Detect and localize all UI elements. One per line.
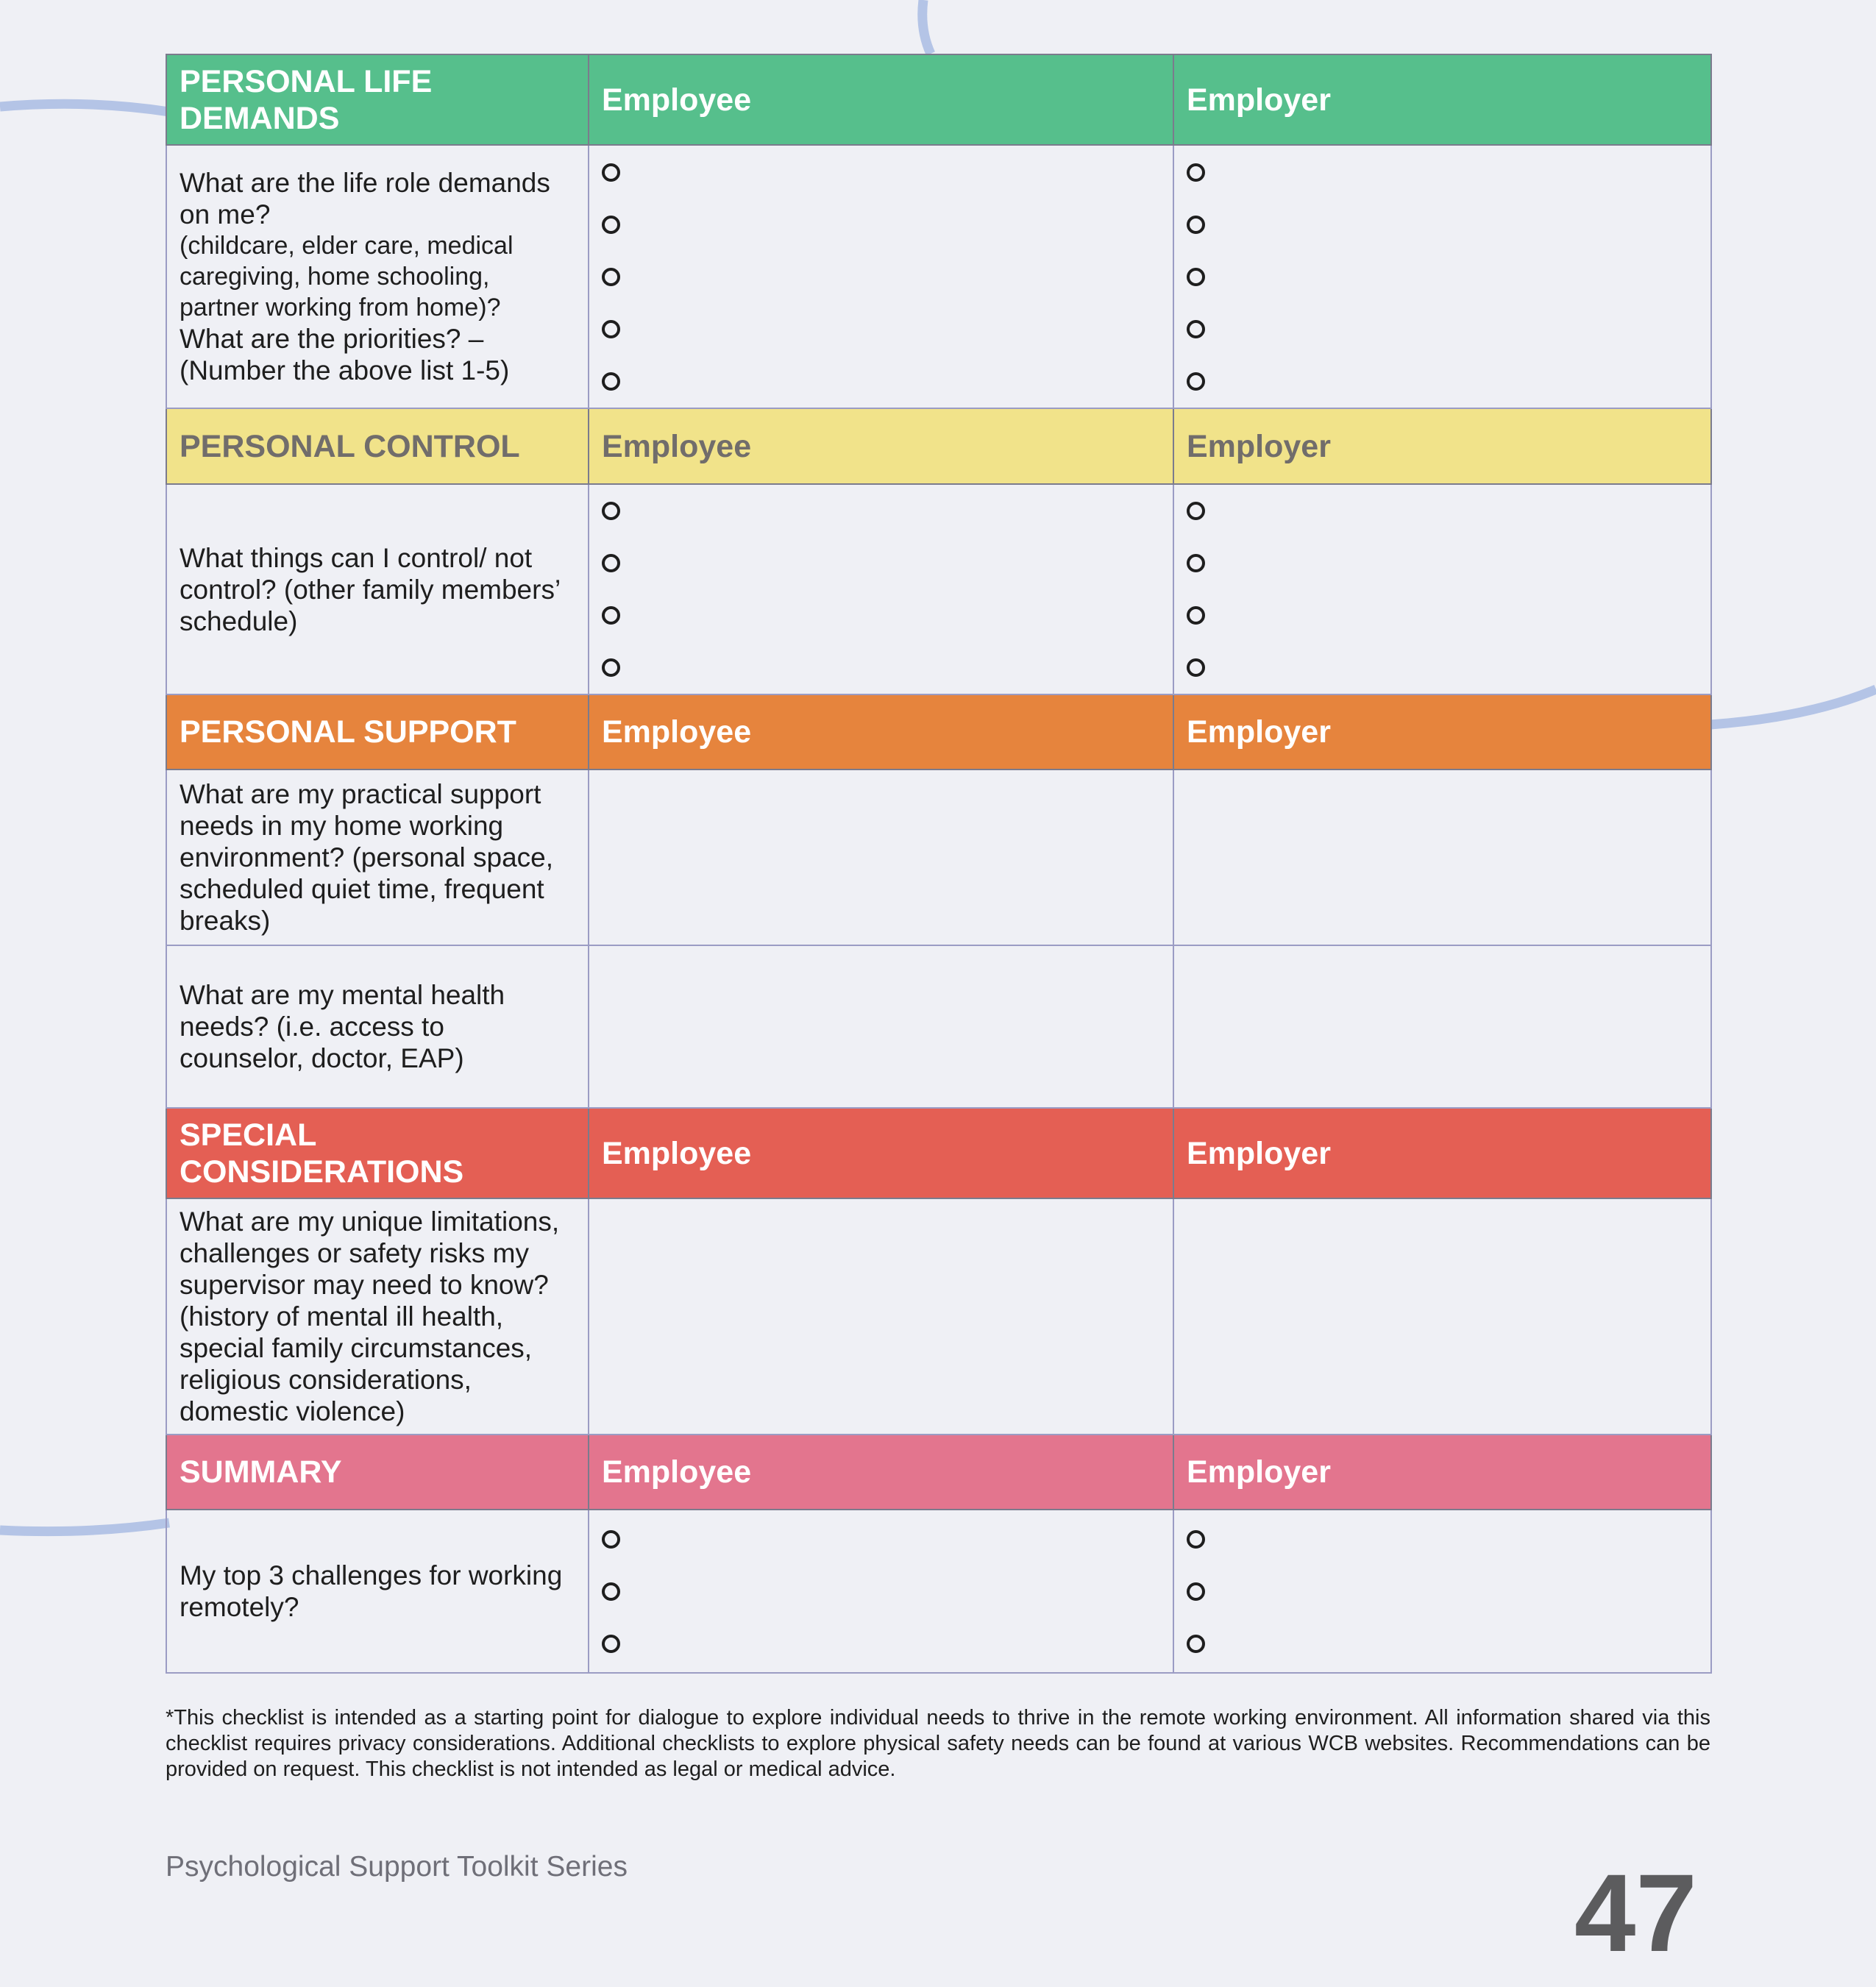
- employer-answer-cell[interactable]: [1173, 1510, 1711, 1673]
- section-title: PERSONAL SUPPORT: [166, 694, 589, 769]
- section-header-special-considerations: [166, 1108, 1711, 1198]
- circle-bullet-icon: [1187, 658, 1205, 677]
- employer-answer-cell[interactable]: [1173, 145, 1711, 408]
- curve-top-center: [923, 0, 931, 54]
- list-item: [602, 146, 1160, 199]
- section-header-personal-support: [166, 694, 1711, 769]
- column-header-employee: Employee: [589, 1435, 1173, 1510]
- series-title: Psychological Support Toolkit Series: [166, 1851, 628, 1883]
- list-item: [1187, 485, 1698, 537]
- list-item: [1187, 641, 1698, 694]
- column-header-employee: Employee: [589, 694, 1173, 769]
- bullet-list: [602, 485, 1160, 694]
- disclaimer-footnote: *This checklist is intended as a starting point for dialogue to explore individual needs to thrive in the remote working environment. All information shared via this checklist requires privacy considerations. Additional checklists to explore physical safety needs can be found at various WCB websites. Recommendations can be provided on request. This checklist is not intended as legal or medical advice.: [166, 1706, 1710, 1781]
- list-item: [1187, 1513, 1698, 1565]
- column-header-employee: Employee: [589, 408, 1173, 484]
- circle-bullet-icon: [602, 1635, 620, 1653]
- question-text-priorities: What are the priorities? – (Number the above list 1-5): [180, 324, 510, 385]
- circle-bullet-icon: [602, 502, 620, 520]
- question-cell: What are my practical support needs in my home working environment? (personal space, scheduled quiet time, frequent breaks): [166, 769, 589, 945]
- employee-answer-cell[interactable]: [589, 484, 1173, 694]
- column-header-employer: Employer: [1173, 54, 1711, 145]
- list-item: [602, 537, 1160, 589]
- list-item: [1187, 251, 1698, 303]
- employer-answer-cell[interactable]: [1173, 945, 1711, 1108]
- circle-bullet-icon: [1187, 216, 1205, 234]
- list-item: [602, 589, 1160, 641]
- bullet-list: [602, 146, 1160, 408]
- table-row: [166, 1510, 1711, 1673]
- circle-bullet-icon: [1187, 1582, 1205, 1601]
- table-row: [166, 145, 1711, 408]
- employee-answer-cell[interactable]: [589, 145, 1173, 408]
- bullet-list: [1187, 1513, 1698, 1670]
- list-item: [602, 355, 1160, 408]
- list-item: [1187, 1618, 1698, 1670]
- table-row: [166, 1198, 1711, 1435]
- circle-bullet-icon: [1187, 163, 1205, 182]
- circle-bullet-icon: [602, 216, 620, 234]
- section-header-personal-life-demands: [166, 54, 1711, 145]
- section-title: SUMMARY: [166, 1435, 589, 1510]
- circle-bullet-icon: [602, 268, 620, 286]
- table-row: [166, 484, 1711, 694]
- column-header-employer: Employer: [1173, 408, 1711, 484]
- list-item: [1187, 146, 1698, 199]
- column-header-employer: Employer: [1173, 694, 1711, 769]
- circle-bullet-icon: [602, 372, 620, 391]
- section-title: SPECIAL CONSIDERATIONS: [166, 1108, 589, 1198]
- circle-bullet-icon: [602, 1582, 620, 1601]
- question-cell: [166, 145, 589, 408]
- column-header-employer: Employer: [1173, 1108, 1711, 1198]
- section-title: PERSONAL LIFE DEMANDS: [166, 54, 589, 145]
- column-header-employee: Employee: [589, 54, 1173, 145]
- circle-bullet-icon: [1187, 268, 1205, 286]
- circle-bullet-icon: [1187, 372, 1205, 391]
- list-item: [1187, 589, 1698, 641]
- section-header-summary: [166, 1435, 1711, 1510]
- employee-answer-cell[interactable]: [589, 1510, 1173, 1673]
- circle-bullet-icon: [1187, 502, 1205, 520]
- circle-bullet-icon: [1187, 1530, 1205, 1549]
- bullet-list: [1187, 146, 1698, 408]
- circle-bullet-icon: [1187, 320, 1205, 338]
- list-item: [602, 303, 1160, 355]
- circle-bullet-icon: [1187, 554, 1205, 572]
- list-item: [602, 641, 1160, 694]
- bullet-list: [602, 1513, 1160, 1670]
- page-number: 47: [1574, 1851, 1697, 1974]
- question-cell: What are my mental health needs? (i.e. access to counselor, doctor, EAP): [166, 945, 589, 1108]
- list-item: [602, 199, 1160, 251]
- bullet-list: [1187, 485, 1698, 694]
- column-header-employee: Employee: [589, 1108, 1173, 1198]
- circle-bullet-icon: [1187, 1635, 1205, 1653]
- remote-work-checklist-table: [166, 54, 1712, 1674]
- table-row: [166, 945, 1711, 1108]
- circle-bullet-icon: [1187, 606, 1205, 625]
- list-item: [1187, 1565, 1698, 1618]
- circle-bullet-icon: [602, 163, 620, 182]
- employer-answer-cell[interactable]: [1173, 1198, 1711, 1435]
- employee-answer-cell[interactable]: [589, 945, 1173, 1108]
- list-item: [602, 1565, 1160, 1618]
- question-cell: My top 3 challenges for working remotely?: [166, 1510, 589, 1673]
- column-header-employer: Employer: [1173, 1435, 1711, 1510]
- section-title: PERSONAL CONTROL: [166, 408, 589, 484]
- list-item: [602, 251, 1160, 303]
- curve-right: [1710, 689, 1876, 725]
- curve-top-left: [0, 104, 169, 112]
- list-item: [602, 485, 1160, 537]
- section-header-personal-control: [166, 408, 1711, 484]
- circle-bullet-icon: [602, 606, 620, 625]
- employer-answer-cell[interactable]: [1173, 769, 1711, 945]
- circle-bullet-icon: [602, 1530, 620, 1549]
- circle-bullet-icon: [602, 554, 620, 572]
- list-item: [602, 1618, 1160, 1670]
- employer-answer-cell[interactable]: [1173, 484, 1711, 694]
- list-item: [602, 1513, 1160, 1565]
- employee-answer-cell[interactable]: [589, 769, 1173, 945]
- list-item: [1187, 537, 1698, 589]
- list-item: [1187, 199, 1698, 251]
- table-row: [166, 769, 1711, 945]
- list-item: [1187, 355, 1698, 408]
- circle-bullet-icon: [602, 320, 620, 338]
- circle-bullet-icon: [602, 658, 620, 677]
- question-cell: What are my unique limitations, challenges or safety risks my supervisor may need to know? (history of mental ill health, special family circumstances, religious considerations, domestic violence): [166, 1198, 589, 1435]
- list-item: [1187, 303, 1698, 355]
- question-cell: What things can I control/ not control? (other family members’ schedule): [166, 484, 589, 694]
- question-text: What are the life role demands on me?: [180, 168, 550, 230]
- curve-bottom-left: [0, 1523, 169, 1532]
- question-detail: (childcare, elder care, medical caregiving, home schooling, partner working from home)?: [180, 232, 514, 321]
- employee-answer-cell[interactable]: [589, 1198, 1173, 1435]
